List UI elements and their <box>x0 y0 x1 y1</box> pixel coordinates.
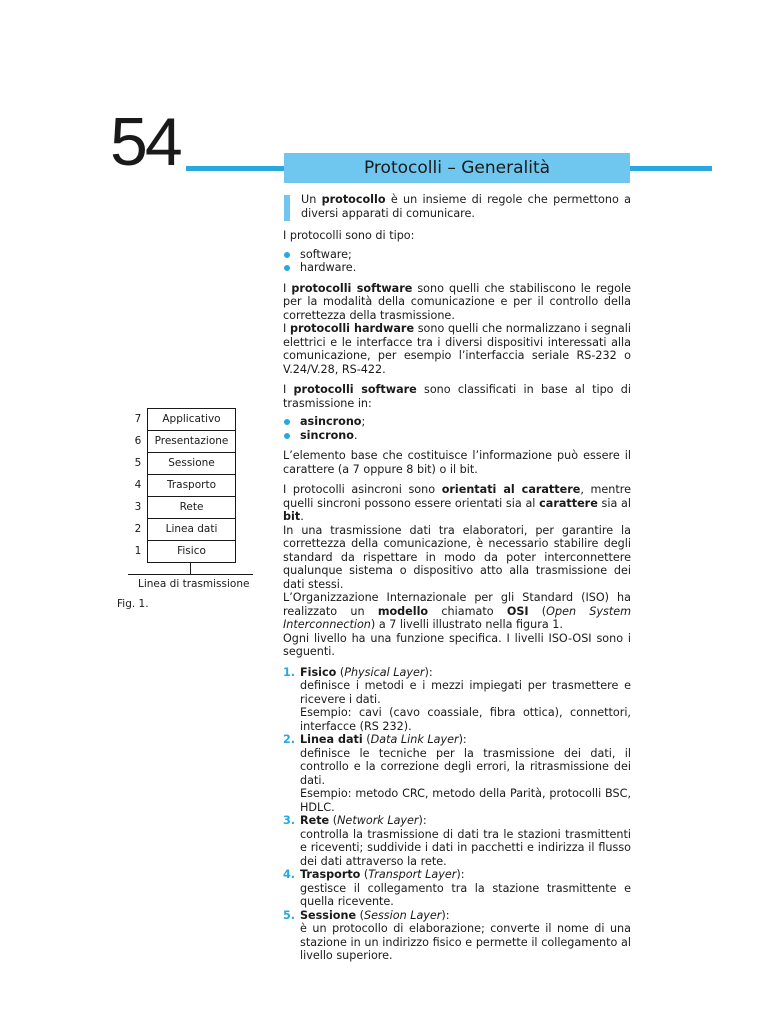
text: . <box>300 510 304 523</box>
osi-level-label: Rete <box>147 496 236 518</box>
layer-name: Linea dati <box>300 733 363 746</box>
osi-level-label: Linea dati <box>147 518 236 540</box>
layer-number: 4. <box>283 868 296 881</box>
transmission-line <box>128 574 253 575</box>
software-definition <box>283 282 631 323</box>
classification-paragraph <box>283 383 631 410</box>
osi-level-number: 5 <box>134 457 142 469</box>
layer-item-sessione: 5. Sessione (Session Layer): è un protocollo di elaborazione; converte il nome di una stazione in un indirizzo fisico e permette il collegamento al livello superiore. <box>283 908 631 962</box>
text: ; <box>361 415 366 428</box>
layer-item-linea-dati: 2. Linea dati (Data Link Layer): definisce le tecniche per la trasmissione dei dati, il controllo e la correzione degli errori, la ritrasmissione dei dati. Esempio: metodo CRC, metodo della Parità, protocolli BSC, HDLC. <box>283 733 631 814</box>
layer-example: Esempio: metodo CRC, metodo della Parità, protocolli BSC, HDLC. <box>300 787 631 814</box>
term: modello <box>377 604 429 618</box>
osi-row-1 <box>128 540 248 562</box>
osi-level-number: 2 <box>134 523 142 535</box>
async-paragraph <box>283 483 631 524</box>
layer-number: 2. <box>283 733 296 746</box>
osi-level-label: Trasporto <box>147 474 236 496</box>
osi-row-4 <box>128 474 248 496</box>
text: chiamato <box>428 604 507 618</box>
osi-row-7 <box>128 408 248 430</box>
term: protocolli hardware <box>289 322 415 335</box>
transmission-types-list <box>283 415 631 442</box>
iso-paragraph <box>283 591 631 632</box>
osi-level-label: Fisico <box>147 540 236 563</box>
english-term: Open System Interconnection <box>283 604 632 631</box>
osi-row-6 <box>128 430 248 452</box>
text: , mentre quelli sincroni possono essere orientati sia al <box>283 483 632 510</box>
layer-english-name: Data Link Layer <box>370 733 459 746</box>
text: ) a 7 livelli illustrato nella figura 1. <box>370 618 563 631</box>
term: carattere <box>539 496 598 510</box>
text: ( <box>528 604 547 618</box>
chapter-number: 54 <box>110 104 180 180</box>
term: OSI <box>506 604 529 618</box>
layer-name: Trasporto <box>300 868 361 881</box>
osi-level-label: Presentazione <box>147 430 236 452</box>
term: sincrono <box>300 428 354 442</box>
text: I <box>283 383 294 396</box>
osi-level-number: 4 <box>134 479 142 491</box>
layer-description: è un protocollo di elaborazione; converte il nome di una stazione in un indirizzo fisico e permette il collegamento al livello superiore. <box>300 922 631 962</box>
term: bit <box>283 510 301 523</box>
layer-description: definisce i metodi e i mezzi impiegati per trasmettere e ricevere i dati. <box>300 679 631 706</box>
transmission-stem <box>190 562 191 574</box>
list-item: software; <box>283 248 631 262</box>
levels-intro: Ogni livello ha una funzione specifica. I livelli ISO-OSI sono i seguenti. <box>283 631 631 658</box>
osi-layers-list <box>283 666 631 963</box>
types-lead: I protocolli sono di tipo: <box>283 229 415 242</box>
text: sono quelli che stabiliscono le regole per la modalità della comunicazione e per il controllo della correttezza della trasmissione. <box>283 281 631 322</box>
text: sono classificati in base al tipo di trasmissione in: <box>283 383 631 410</box>
osi-level-number: 7 <box>134 413 142 425</box>
term: protocolli software <box>293 383 417 396</box>
layer-english-name: Physical Layer <box>344 665 425 679</box>
layer-item-trasporto: 4. Trasporto (Transport Layer): gestisce il collegamento tra la stazione trasmittente e quella ricevente. <box>283 868 631 908</box>
text: sia al <box>597 496 631 510</box>
osi-level-number: 6 <box>134 435 142 447</box>
intro-term: protocollo <box>321 193 386 206</box>
text: . <box>353 428 358 442</box>
layer-description: definisce le tecniche per la trasmissione dei dati, il controllo e la correzione degli errori, la ritrasmissione dei dati. <box>300 746 631 787</box>
list-item <box>283 415 631 429</box>
text: sono quelli che normalizzano i segnali elettrici e le interfacce tra i diversi dispositivi interessati alla comunicazione, per esempio l’interfaccia seriale RS-232 o V.24/V.28, RS-422. <box>283 322 631 376</box>
types-list <box>283 248 631 275</box>
osi-level-number: 1 <box>134 545 142 557</box>
main-column <box>283 229 631 963</box>
figure-label: Fig. 1. <box>117 598 149 610</box>
layer-number: 1. <box>283 665 296 679</box>
layer-english-name: Network Layer <box>337 814 419 827</box>
osi-row-2 <box>128 518 248 540</box>
layer-description: controlla la trasmissione di dati tra le stazioni trasmittenti e riceventi; suddivide i dati in pacchetti e indirizza il flusso dei dati attraverso la rete. <box>300 827 631 868</box>
layer-english-name: Session Layer <box>363 908 442 922</box>
transmission-line-caption: Linea di trasmissione <box>138 578 250 590</box>
layer-name: Rete <box>300 814 330 827</box>
element-base-paragraph: L’elemento base che costituisce l’informazione può essere il carattere (a 7 oppure 8 bit) o il bit. <box>283 449 631 476</box>
term: orientati al carattere <box>441 483 581 496</box>
text: L’Organizzazione Internazionale per gli Standard (ISO) ha realizzato un <box>283 591 631 618</box>
layer-name: Fisico <box>300 665 337 679</box>
layer-item-fisico: 1. Fisico (Physical Layer): definisce i metodi e i mezzi impiegati per trasmettere e ricevere i dati. Esempio: cavi (cavo coassiale, fibra ottica), connettori, interfacce (RS 232). <box>283 665 631 733</box>
header-rule-right <box>630 166 712 171</box>
text: I protocolli asincroni sono <box>283 483 442 496</box>
osi-row-3 <box>128 496 248 518</box>
layer-example: Esempio: cavi (cavo coassiale, fibra ottica), connettori, interfacce (RS 232). <box>300 706 631 733</box>
layer-number: 3. <box>283 814 296 827</box>
osi-level-label: Applicativo <box>147 408 236 430</box>
list-item <box>283 429 631 443</box>
intro-text: è un insieme di regole che permettono a diversi apparati di comunicare. <box>301 193 631 220</box>
text: I <box>283 322 290 335</box>
intro-text: Un <box>301 193 322 206</box>
layer-description: gestisce il collegamento tra la stazione trasmittente e quella ricevente. <box>300 881 631 908</box>
layer-english-name: Transport Layer <box>368 868 457 881</box>
layer-item-rete: 3. Rete (Network Layer): controlla la trasmissione di dati tra le stazioni trasmittenti e riceventi; suddivide i dati in pacchetti e indirizza il flusso dei dati attraverso la rete. <box>283 814 631 868</box>
term: asincrono <box>300 415 362 428</box>
header-rule-left <box>186 166 284 171</box>
intro-paragraph <box>301 193 631 220</box>
callout-bar <box>284 195 290 221</box>
layer-name: Sessione <box>300 908 357 922</box>
chapter-title: Protocolli – Generalità <box>284 153 630 183</box>
list-item: hardware. <box>283 261 631 275</box>
osi-level-label: Sessione <box>147 452 236 474</box>
osi-row-5 <box>128 452 248 474</box>
osi-level-number: 3 <box>134 501 142 513</box>
text: I <box>283 281 292 295</box>
term: protocolli software <box>291 281 413 295</box>
layer-number: 5. <box>283 908 296 922</box>
hardware-definition <box>283 322 631 376</box>
standard-paragraph: In una trasmissione dati tra elaboratori, per garantire la correttezza della comunicazione, è necessario stabilire degli standard da rispettare in modo da poter interconnettere qualunque sistema o dispositivo atto alla trasmissione dei dati stessi. <box>283 523 631 591</box>
